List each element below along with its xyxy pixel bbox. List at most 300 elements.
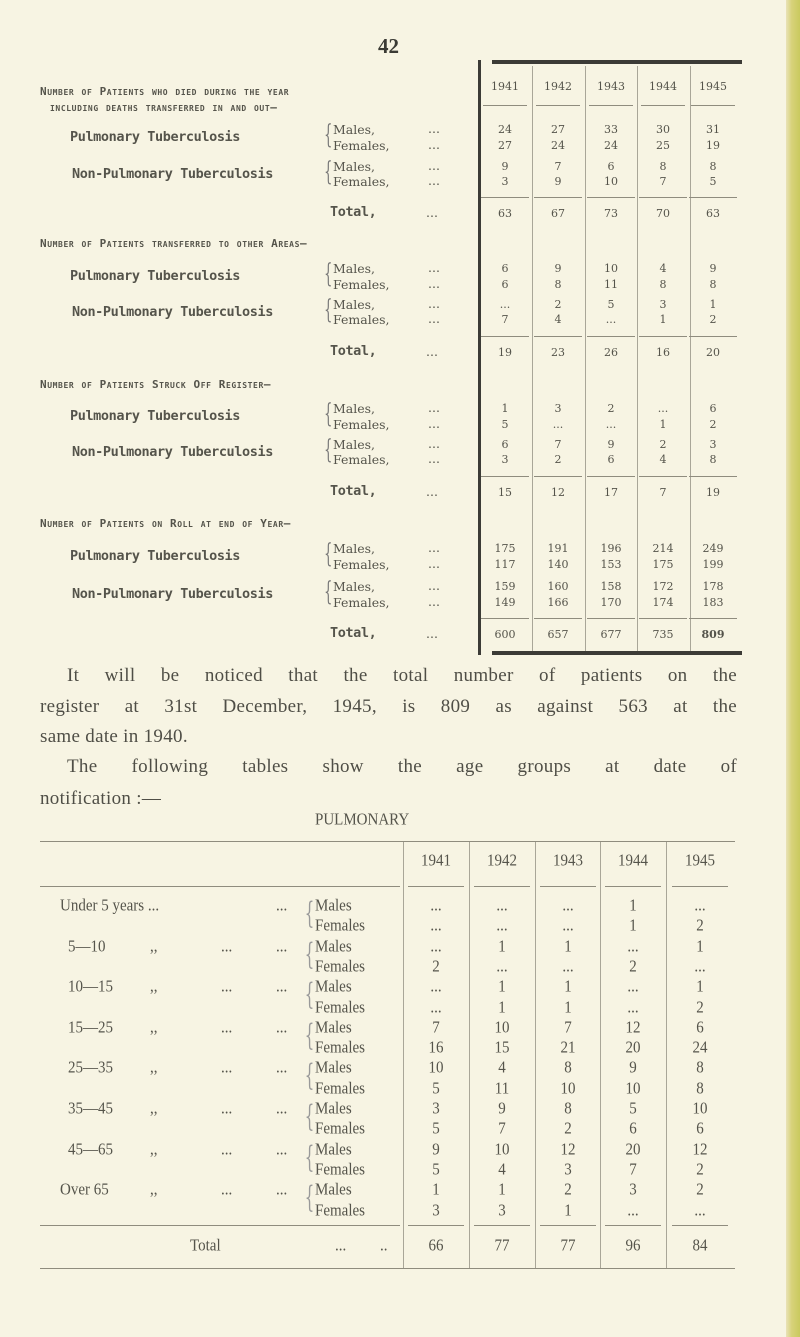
age-group-label: 15—25 — [68, 1018, 113, 1037]
total-rule — [481, 618, 529, 619]
total-label: Total — [190, 1236, 221, 1255]
table-cell: 7 — [501, 313, 509, 326]
group-label: Non-Pulmonary Tuberculosis — [72, 165, 273, 182]
table-cell: 175 — [652, 558, 674, 571]
sex-label: Males — [315, 1059, 352, 1078]
paragraph-line: same date in 1940. — [40, 726, 188, 747]
brace-icon: { — [304, 977, 315, 1013]
total-cell: 19 — [498, 346, 512, 359]
age-group-label: 10—15 — [68, 978, 113, 997]
table-cell: 1 — [696, 978, 704, 997]
brace-icon: { — [324, 157, 333, 187]
leader-dots: ... — [428, 296, 440, 311]
total-cell: 67 — [551, 207, 565, 220]
leader-dots: ... — [426, 626, 438, 641]
table-cell: 1 — [498, 1181, 506, 1200]
sex-label: Males, — [333, 297, 376, 312]
table-cell: ... — [605, 418, 617, 431]
table-cell: 20 — [625, 1039, 641, 1057]
table-cell: 8 — [696, 1059, 704, 1078]
table-cell: 7 — [564, 1018, 572, 1037]
table-cell: 3 — [659, 298, 667, 311]
leader-dots: ... — [276, 1018, 288, 1037]
table-cell: 7 — [554, 438, 562, 451]
brace-icon: { — [304, 896, 315, 931]
leader-dots: ... — [426, 344, 438, 359]
table-cell: 1 — [696, 937, 704, 956]
leader-dots: ... — [276, 896, 288, 915]
total-cell: 63 — [498, 207, 512, 220]
table-cell: 149 — [494, 596, 516, 609]
table-cell: 6 — [501, 262, 509, 275]
column-divider — [403, 842, 404, 1268]
table-cell: 2 — [607, 402, 615, 415]
ditto-mark: ,, — [150, 978, 158, 997]
table-cell: ... — [430, 917, 442, 936]
page-edge — [786, 0, 800, 1337]
table-cell: 174 — [652, 596, 674, 609]
table-cell: 7 — [554, 160, 562, 173]
table-cell: 31 — [706, 123, 720, 136]
total-rule — [689, 618, 737, 619]
table-cell: 24 — [604, 139, 618, 152]
table-cell: 1 — [659, 313, 667, 326]
sex-label: Females, — [333, 277, 390, 292]
brace-icon: { — [304, 1058, 315, 1094]
table-cell: 158 — [600, 580, 622, 593]
total-label: Total, — [330, 625, 377, 641]
brace-icon: { — [324, 399, 333, 429]
table-cell: 7 — [432, 1018, 440, 1037]
table-cell: 2 — [554, 453, 562, 466]
brace-icon: { — [304, 936, 315, 972]
table-cell: 6 — [501, 438, 509, 451]
table-cell: 3 — [432, 1099, 440, 1118]
table-cell: 249 — [702, 542, 724, 555]
leader-dots: ... — [428, 276, 440, 291]
table-cell: ... — [562, 917, 574, 936]
leader-dots: ... — [428, 400, 440, 415]
header-underline — [40, 886, 400, 887]
leader-dots: .. — [380, 1236, 388, 1255]
table-cell: 170 — [600, 596, 622, 609]
table-cell: 8 — [696, 1079, 704, 1098]
group-label: Non-Pulmonary Tuberculosis — [72, 586, 273, 602]
table-cell: 2 — [659, 438, 667, 451]
leader-dots: ... — [276, 1059, 288, 1078]
sex-label: Females — [315, 917, 365, 936]
table-cell: 2 — [696, 1181, 704, 1200]
year-header: 1944 — [649, 80, 677, 93]
total-rule — [672, 1225, 728, 1226]
total-rule — [689, 336, 737, 337]
leader-dots: ... — [428, 451, 440, 466]
paragraph-line: It will be noticed that the total number of patients on the — [67, 665, 737, 686]
ditto-mark: ,, — [150, 1099, 158, 1118]
table-cell: 9 — [629, 1059, 637, 1078]
sex-label: Females, — [333, 138, 390, 153]
column-divider — [666, 842, 667, 1268]
table-cell: 1 — [564, 937, 572, 956]
table-cell: 9 — [709, 262, 717, 275]
leader-dots: ... — [276, 1099, 288, 1118]
table-cell: 117 — [494, 558, 516, 571]
table-cell: 27 — [551, 123, 565, 136]
sex-label: Males — [315, 1140, 352, 1159]
table-cell: 8 — [564, 1059, 572, 1078]
leader-dots: ... — [428, 311, 440, 326]
table-cell: ... — [562, 896, 574, 915]
table-cell: 5 — [607, 298, 615, 311]
table-cell: 3 — [501, 175, 509, 188]
sex-label: Males, — [333, 437, 376, 452]
table-cell: 8 — [659, 160, 667, 173]
table-cell: 199 — [702, 558, 724, 571]
table-cell: 2 — [696, 1160, 704, 1179]
total-rule — [534, 336, 582, 337]
table-cell: 3 — [564, 1160, 572, 1179]
header-underline — [589, 105, 633, 106]
total-rule — [689, 197, 737, 198]
sex-label: Males — [315, 937, 352, 956]
total-label: Total, — [330, 343, 377, 359]
table-cell: 196 — [600, 542, 622, 555]
sex-label: Males, — [333, 541, 376, 556]
brace-icon: { — [304, 1139, 315, 1175]
table-cell: ... — [552, 418, 564, 431]
leader-dots: ... — [221, 1018, 233, 1037]
table-cell: 183 — [702, 596, 724, 609]
total-cell: 15 — [498, 486, 512, 499]
table-cell: 10 — [494, 1140, 510, 1159]
total-cell: 66 — [428, 1236, 444, 1255]
table-cell: 140 — [547, 558, 569, 571]
header-underline — [540, 886, 596, 887]
paragraph-line: notification :— — [40, 788, 162, 809]
header-underline — [474, 886, 530, 887]
brace-icon: { — [324, 577, 333, 607]
table-cell: 4 — [659, 453, 667, 466]
table-cell: 12 — [560, 1140, 576, 1159]
total-cell: 70 — [656, 207, 670, 220]
leader-dots: ... — [428, 556, 440, 571]
table-cell: 6 — [629, 1120, 637, 1139]
total-rule — [481, 476, 529, 477]
sex-label: Males, — [333, 401, 376, 416]
table-cell: 6 — [709, 402, 717, 415]
table-cell: 10 — [625, 1079, 641, 1098]
table-cell: 3 — [629, 1181, 637, 1200]
table-cell: 9 — [498, 1099, 506, 1118]
table-cell: 8 — [709, 453, 717, 466]
sex-label: Males — [315, 978, 352, 997]
total-rule — [481, 197, 529, 198]
table-cell: 10 — [560, 1079, 576, 1098]
sex-label: Females, — [333, 557, 390, 572]
group-label: Pulmonary Tuberculosis — [70, 268, 241, 284]
leader-dots: ... — [426, 484, 438, 499]
table-cell: ... — [430, 937, 442, 956]
page-number: 42 — [378, 34, 399, 58]
leader-dots: ... — [276, 937, 288, 956]
age-group-label: 5—10 — [68, 937, 106, 956]
table-cell: 6 — [501, 278, 509, 291]
ditto-mark: ,, — [150, 1059, 158, 1078]
sex-label: Females, — [333, 595, 390, 610]
year-header: 1942 — [487, 851, 517, 870]
year-header: 1945 — [699, 80, 727, 93]
table-cell: ... — [694, 1201, 706, 1220]
table-cell: 9 — [501, 160, 509, 173]
sex-label: Females — [315, 998, 365, 1017]
table-cell: 166 — [547, 596, 569, 609]
total-rule — [534, 476, 582, 477]
leader-dots: ... — [428, 260, 440, 275]
leader-dots: ... — [221, 937, 233, 956]
total-rule — [587, 197, 635, 198]
table-cell: 4 — [554, 313, 562, 326]
table-cell: 4 — [498, 1160, 506, 1179]
brace-icon: { — [304, 1099, 315, 1134]
total-cell: 23 — [551, 346, 565, 359]
table-cell: 1 — [432, 1181, 440, 1200]
sex-label: Females, — [333, 312, 390, 327]
table-cell: ... — [430, 978, 442, 997]
sex-label: Males, — [333, 261, 376, 276]
total-rule — [639, 336, 687, 337]
table-cell: 7 — [659, 175, 667, 188]
total-cell: 26 — [604, 346, 618, 359]
table-cell: 9 — [607, 438, 615, 451]
table-cell: ... — [562, 957, 574, 976]
leader-dots: ... — [428, 121, 440, 136]
header-underline — [483, 105, 527, 106]
ditto-mark: ,, — [150, 1140, 158, 1159]
sex-label: Females, — [333, 417, 390, 432]
year-header: 1941 — [421, 851, 451, 870]
table-cell: 6 — [696, 1018, 704, 1037]
sex-label: Males, — [333, 159, 376, 174]
leader-dots: ... — [221, 1140, 233, 1159]
total-cell: 77 — [494, 1236, 510, 1255]
total-rule — [540, 1225, 596, 1226]
total-rule — [408, 1225, 464, 1226]
table-cell: ... — [605, 313, 617, 326]
table-cell: 3 — [501, 453, 509, 466]
table-cell: 25 — [656, 139, 670, 152]
total-cell: 73 — [604, 207, 618, 220]
total-cell: 7 — [659, 486, 667, 499]
leader-dots: ... — [221, 1181, 233, 1200]
table-cell: 5 — [432, 1120, 440, 1139]
table-cell: 172 — [652, 580, 674, 593]
table-cell: 1 — [659, 418, 667, 431]
sex-label: Males — [315, 1018, 352, 1037]
total-label: Total, — [330, 204, 377, 220]
table-cell: 2 — [629, 957, 637, 976]
header-underline — [408, 886, 464, 887]
total-rule — [689, 476, 737, 477]
total-cell: 12 — [551, 486, 565, 499]
year-header: 1942 — [544, 80, 572, 93]
table-cell: 2 — [696, 998, 704, 1017]
group-label: Pulmonary Tuberculosis — [70, 408, 241, 424]
brace-icon: { — [304, 1017, 315, 1053]
section-heading: Number of Patients transferred to other Areas— — [40, 237, 308, 250]
table-cell: 9 — [432, 1140, 440, 1159]
leader-dots: ... — [221, 1099, 233, 1118]
leader-dots: ... — [276, 1181, 288, 1200]
total-cell: 19 — [706, 486, 720, 499]
total-rule — [639, 476, 687, 477]
table-cell: ... — [496, 917, 508, 936]
table-cell: 2 — [709, 418, 717, 431]
age-group-label: 45—65 — [68, 1140, 113, 1159]
leader-dots: ... — [428, 540, 440, 555]
table-cell: 2 — [696, 917, 704, 936]
table-cell: 2 — [564, 1181, 572, 1200]
brace-icon: { — [324, 539, 333, 569]
section-heading: including deaths transferred in and out— — [50, 101, 278, 114]
table-cell: 11 — [604, 278, 618, 291]
table-cell: 191 — [547, 542, 569, 555]
table-cell: 10 — [692, 1099, 708, 1118]
table-cell: 27 — [498, 139, 512, 152]
total-rule — [534, 197, 582, 198]
ditto-mark: ,, — [150, 1018, 158, 1037]
header-underline — [605, 886, 661, 887]
table-cell: 3 — [554, 402, 562, 415]
sex-label: Males, — [333, 579, 376, 594]
table-cell: 6 — [607, 453, 615, 466]
table-cell: ... — [627, 978, 639, 997]
sex-label: Females — [315, 1160, 365, 1179]
table-top-rule — [492, 60, 742, 64]
leader-dots: ... — [428, 594, 440, 609]
year-header: 1945 — [685, 851, 715, 870]
leader-dots: ... — [428, 416, 440, 431]
total-rule — [639, 197, 687, 198]
table-cell: 1 — [501, 402, 509, 415]
group-label: Non-Pulmonary Tuberculosis — [72, 303, 273, 320]
table-cell: 24 — [551, 139, 565, 152]
ditto-mark: ,, — [150, 1181, 158, 1200]
total-cell: 657 — [547, 628, 569, 641]
total-cell: 735 — [652, 628, 674, 641]
sex-label: Females — [315, 1201, 365, 1220]
total-cell: 63 — [706, 207, 720, 220]
table-cell: 160 — [547, 580, 569, 593]
column-divider — [600, 842, 601, 1268]
table-cell: ... — [499, 298, 511, 311]
total-rule — [605, 1225, 661, 1226]
table-title: PULMONARY — [315, 810, 410, 829]
age-group-label: 35—45 — [68, 1099, 113, 1118]
table-cell: 2 — [432, 957, 440, 976]
table-cell: 5 — [709, 175, 717, 188]
table-cell: 8 — [554, 278, 562, 291]
leader-dots: ... — [276, 1140, 288, 1159]
sex-label: Males — [315, 896, 352, 915]
table-cell: ... — [627, 937, 639, 956]
table-cell: ... — [496, 896, 508, 915]
sex-label: Females — [315, 1039, 365, 1057]
leader-dots: ... — [428, 158, 440, 173]
total-rule — [40, 1225, 400, 1226]
total-label: Total, — [330, 483, 377, 499]
paragraph-line: register at 31st December, 1945, is 809 as against 563 at the — [40, 696, 737, 717]
table-cell: 3 — [498, 1201, 506, 1220]
sex-label: Males — [315, 1099, 352, 1118]
total-cell: 77 — [560, 1236, 576, 1255]
table-cell: 20 — [625, 1140, 641, 1159]
table-cell: 5 — [432, 1160, 440, 1179]
ditto-mark: ,, — [150, 937, 158, 956]
brace-icon: { — [324, 259, 333, 289]
table-cell: 12 — [692, 1140, 708, 1159]
header-underline — [536, 105, 580, 106]
leader-dots: ... — [428, 436, 440, 451]
table-cell: ... — [694, 957, 706, 976]
table-cell: 9 — [554, 262, 562, 275]
table-cell: 4 — [498, 1059, 506, 1078]
table-cell: 1 — [709, 298, 717, 311]
table-cell: 8 — [709, 160, 717, 173]
section-heading: Number of Patients who died during the year — [40, 85, 290, 98]
table-cell: 2 — [554, 298, 562, 311]
total-rule — [587, 476, 635, 477]
leader-dots: ... — [221, 1059, 233, 1078]
table-cell: 6 — [607, 160, 615, 173]
header-underline — [691, 105, 735, 106]
table-cell: 3 — [709, 438, 717, 451]
total-cell: 17 — [604, 486, 618, 499]
section-heading: Number of Patients Struck Off Register— — [40, 378, 272, 391]
table-cell: 1 — [498, 978, 506, 997]
table-cell: 5 — [501, 418, 509, 431]
leader-dots: ... — [276, 978, 288, 997]
table-bottom-rule — [492, 651, 742, 655]
total-rule — [639, 618, 687, 619]
sex-label: Females — [315, 1079, 365, 1098]
table-cell: ... — [496, 957, 508, 976]
header-underline — [672, 886, 728, 887]
table-cell: 15 — [494, 1039, 510, 1057]
table-cell: 1 — [498, 998, 506, 1017]
leader-dots: ... — [335, 1236, 347, 1255]
table-cell: 6 — [696, 1120, 704, 1139]
brace-icon: { — [324, 120, 333, 150]
total-rule — [481, 336, 529, 337]
table-cell: 5 — [432, 1079, 440, 1098]
sex-label: Females, — [333, 452, 390, 467]
total-cell: 20 — [706, 346, 720, 359]
sex-label: Males, — [333, 122, 376, 137]
total-rule — [587, 618, 635, 619]
leader-dots: ... — [426, 205, 438, 220]
table-cell: 175 — [494, 542, 516, 555]
table-cell: 9 — [554, 175, 562, 188]
total-cell: 677 — [600, 628, 622, 641]
table-cell: 4 — [659, 262, 667, 275]
group-label: Pulmonary Tuberculosis — [70, 129, 241, 145]
leader-dots: ... — [428, 137, 440, 152]
section-heading: Number of Patients on Roll at end of Year— — [40, 517, 291, 530]
year-header: 1941 — [491, 80, 519, 93]
total-cell: 96 — [625, 1236, 641, 1255]
table-cell: 1 — [564, 978, 572, 997]
table-cell: 24 — [498, 123, 512, 136]
